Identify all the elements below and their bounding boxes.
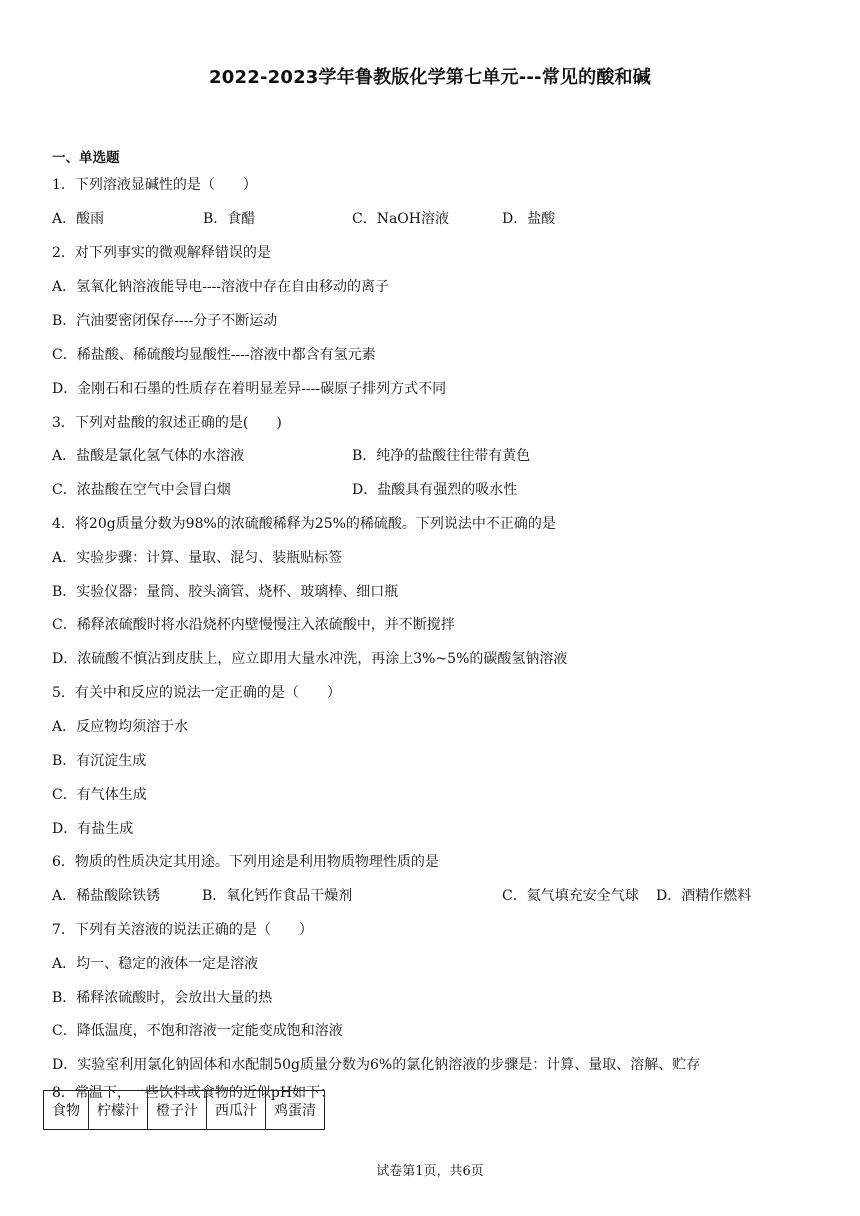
- question-6-option-c: C．氦气填充安全气球: [502, 888, 639, 904]
- question-8-stem: 8．常温下，一些饮料或食物的近似pH如下：: [52, 1085, 335, 1101]
- question-2-option-c: C．稀盐酸、稀硫酸均显酸性----溶液中都含有氢元素: [52, 347, 376, 363]
- question-6-stem: 6．物质的性质决定其用途。下列用途是利用物质物理性质的是: [52, 854, 439, 870]
- table-cell-lemon-juice: 柠檬汁: [89, 1091, 148, 1130]
- question-4-option-c: C．稀释浓硫酸时将水沿烧杯内壁慢慢注入浓硫酸中，并不断搅拌: [52, 617, 455, 633]
- question-1-option-c: C．NaOH溶液: [352, 211, 449, 227]
- question-2-stem: 2．对下列事实的微观解释错误的是: [52, 245, 271, 261]
- question-1-option-a: A．酸雨: [52, 211, 105, 227]
- question-3-option-d: D．盐酸具有强烈的吸水性: [352, 482, 518, 498]
- section-heading: 一、单选题: [52, 150, 120, 166]
- question-3-option-b: B．纯净的盐酸往往带有黄色: [352, 448, 531, 464]
- question-2-option-a: A．氢氧化钠溶液能导电----溶液中存在自由移动的离子: [52, 279, 390, 295]
- question-7-option-c: C．降低温度，不饱和溶液一定能变成饱和溶液: [52, 1023, 343, 1039]
- question-3-option-c: C．浓盐酸在空气中会冒白烟: [52, 482, 231, 498]
- question-2-option-b: B．汽油要密闭保存----分子不断运动: [52, 313, 278, 329]
- table-cell-egg-white: 鸡蛋清: [266, 1091, 325, 1130]
- question-6-option-d: D．酒精作燃料: [656, 888, 752, 904]
- question-4-option-d: D．浓硫酸不慎沾到皮肤上，应立即用大量水冲洗，再涂上3%~5%的碳酸氢钠溶液: [52, 651, 568, 667]
- question-1-option-b: B．食醋: [203, 211, 256, 227]
- question-6-option-a: A．稀盐酸除铁锈: [52, 888, 161, 904]
- question-7-option-b: B．稀释浓硫酸时，会放出大量的热: [52, 990, 273, 1006]
- question-4-option-b: B．实验仪器：量筒、胶头滴管、烧杯、玻璃棒、细口瓶: [52, 584, 399, 600]
- table-cell-orange-juice: 橙子汁: [148, 1091, 207, 1130]
- table-cell-food: 食物: [44, 1091, 89, 1130]
- question-4-stem: 4．将20g质量分数为98%的浓硫酸稀释为25%的稀硫酸。下列说法中不正确的是: [52, 516, 556, 532]
- question-5-option-d: D．有盐生成: [52, 821, 134, 837]
- question-3-stem: 3．下列对盐酸的叙述正确的是( ): [52, 415, 282, 431]
- ph-table: [43, 1090, 325, 1130]
- question-5-option-c: C．有气体生成: [52, 787, 147, 803]
- table-cell-watermelon-juice: 西瓜汁: [207, 1091, 266, 1130]
- question-6-option-b: B．氧化钙作食品干燥剂: [202, 888, 353, 904]
- question-5-option-a: A．反应物均须溶于水: [52, 719, 189, 735]
- question-5-stem: 5．有关中和反应的说法一定正确的是（ ）: [52, 685, 341, 701]
- table-row: [44, 1091, 325, 1130]
- question-7-option-d: D．实验室利用氯化钠固体和水配制50g质量分数为6%的氯化钠溶液的步骤是：计算、量取、溶解、贮存: [52, 1057, 701, 1073]
- question-5-option-b: B．有沉淀生成: [52, 753, 147, 769]
- question-7-option-a: A．均一、稳定的液体一定是溶液: [52, 956, 259, 972]
- question-3-option-a: A．盐酸是氯化氢气体的水溶液: [52, 448, 245, 464]
- question-7-stem: 7．下列有关溶液的说法正确的是（ ）: [52, 922, 313, 938]
- question-2-option-d: D．金刚石和石墨的性质存在着明显差异----碳原子排列方式不同: [52, 381, 447, 397]
- page-title: 2022-2023学年鲁教版化学第七单元---常见的酸和碱: [209, 67, 651, 88]
- question-1-option-d: D．盐酸: [502, 211, 556, 227]
- page-footer: 试卷第1页，共6页: [376, 1164, 484, 1179]
- question-4-option-a: A．实验步骤：计算、量取、混匀、装瓶贴标签: [52, 550, 343, 566]
- question-1-stem: 1．下列溶液显碱性的是（ ）: [52, 177, 257, 193]
